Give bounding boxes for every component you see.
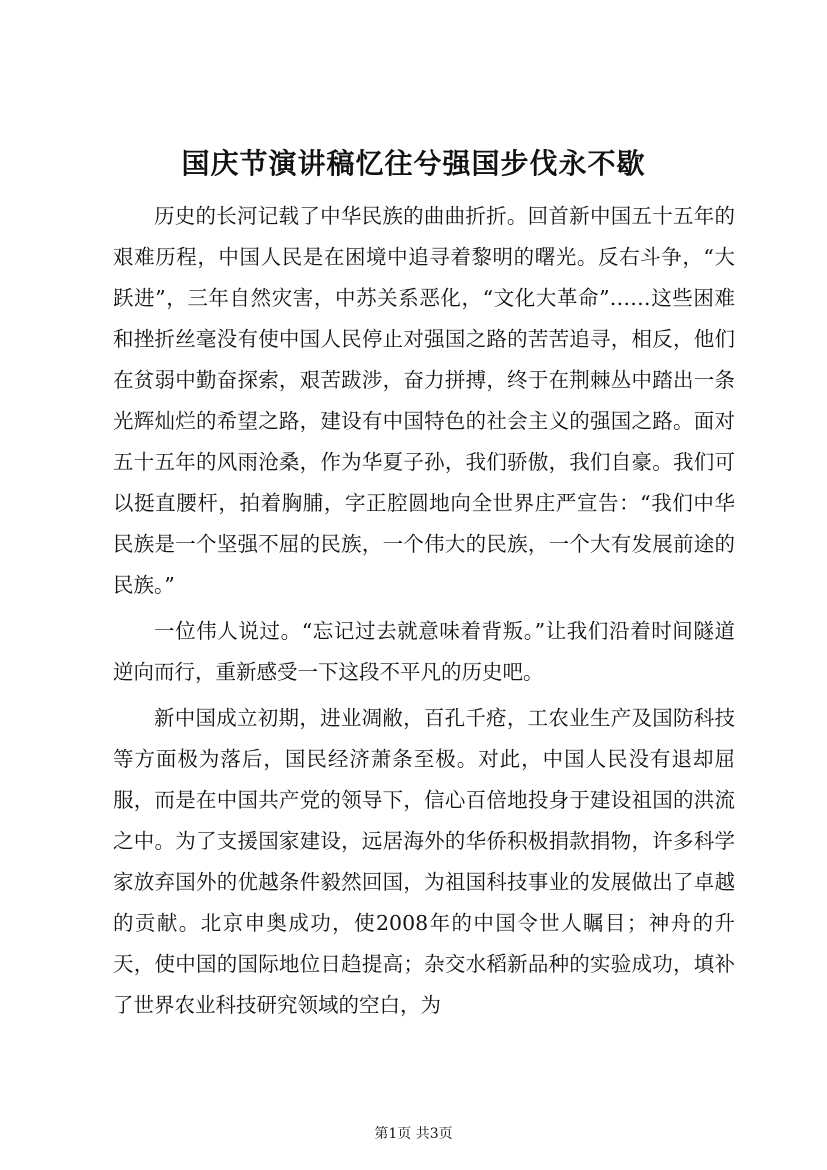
document-body [113,196,735,1026]
page-number-footer: 第1页 共3页 [374,1126,453,1142]
paragraph-2: 一位伟人说过。“忘记过去就意味着背叛。”让我们沿着时间隧道逆向而行，重新感受一下这段不平凡的历史吧。 [113,619,735,684]
paragraph-1: 历史的长河记载了中华民族的曲曲折折。回首新中国五十五年的艰难历程，中国人民是在困境中追寻着黎明的曙光。反右斗争，“大跃进”，三年自然灾害，中苏关系恶化，“文化大革命”……这些困难和挫折丝毫没有使中国人民停止对强国之路的苦苦追寻，相反，他们在贫弱中勤奋探索，艰苦跋涉，奋力拼搏，终于在荆棘丛中踏出一条光辉灿烂的希望之路，建设有中国特色的社会主义的强国之路。面对五十五年的风雨沧桑，作为华夏子孙，我们骄傲，我们自豪。我们可以挺直腰杆，拍着胸脯，字正腔圆地向全世界庄严宣告：“我们中华民族是一个坚强不屈的民族，一个伟大的民族，一个大有发展前途的民族。” [113,204,735,597]
paragraph-3: 新中国成立初期，进业凋敝，百孔千疮，工农业生产及国防科技等方面极为落后，国民经济萧条至极。对此，中国人民没有退却屈服，而是在中国共产党的领导下，信心百倍地投身于建设祖国的洪流之中。为了支援国家建设，远居海外的华侨积极捐款捐物，许多科学家放弃国外的优越条件毅然回国，为祖国科技事业的发展做出了卓越的贡献。北京申奥成功，使2008年的中国令世人瞩目；神舟的升天，使中国的国际地位日趋提高；杂交水稻新品种的实验成功，填补了世界农业科技研究领域的空白，为 [113,706,735,1017]
document-title: 国庆节演讲稿忆往兮强国步伐永不歇 [181,147,646,180]
